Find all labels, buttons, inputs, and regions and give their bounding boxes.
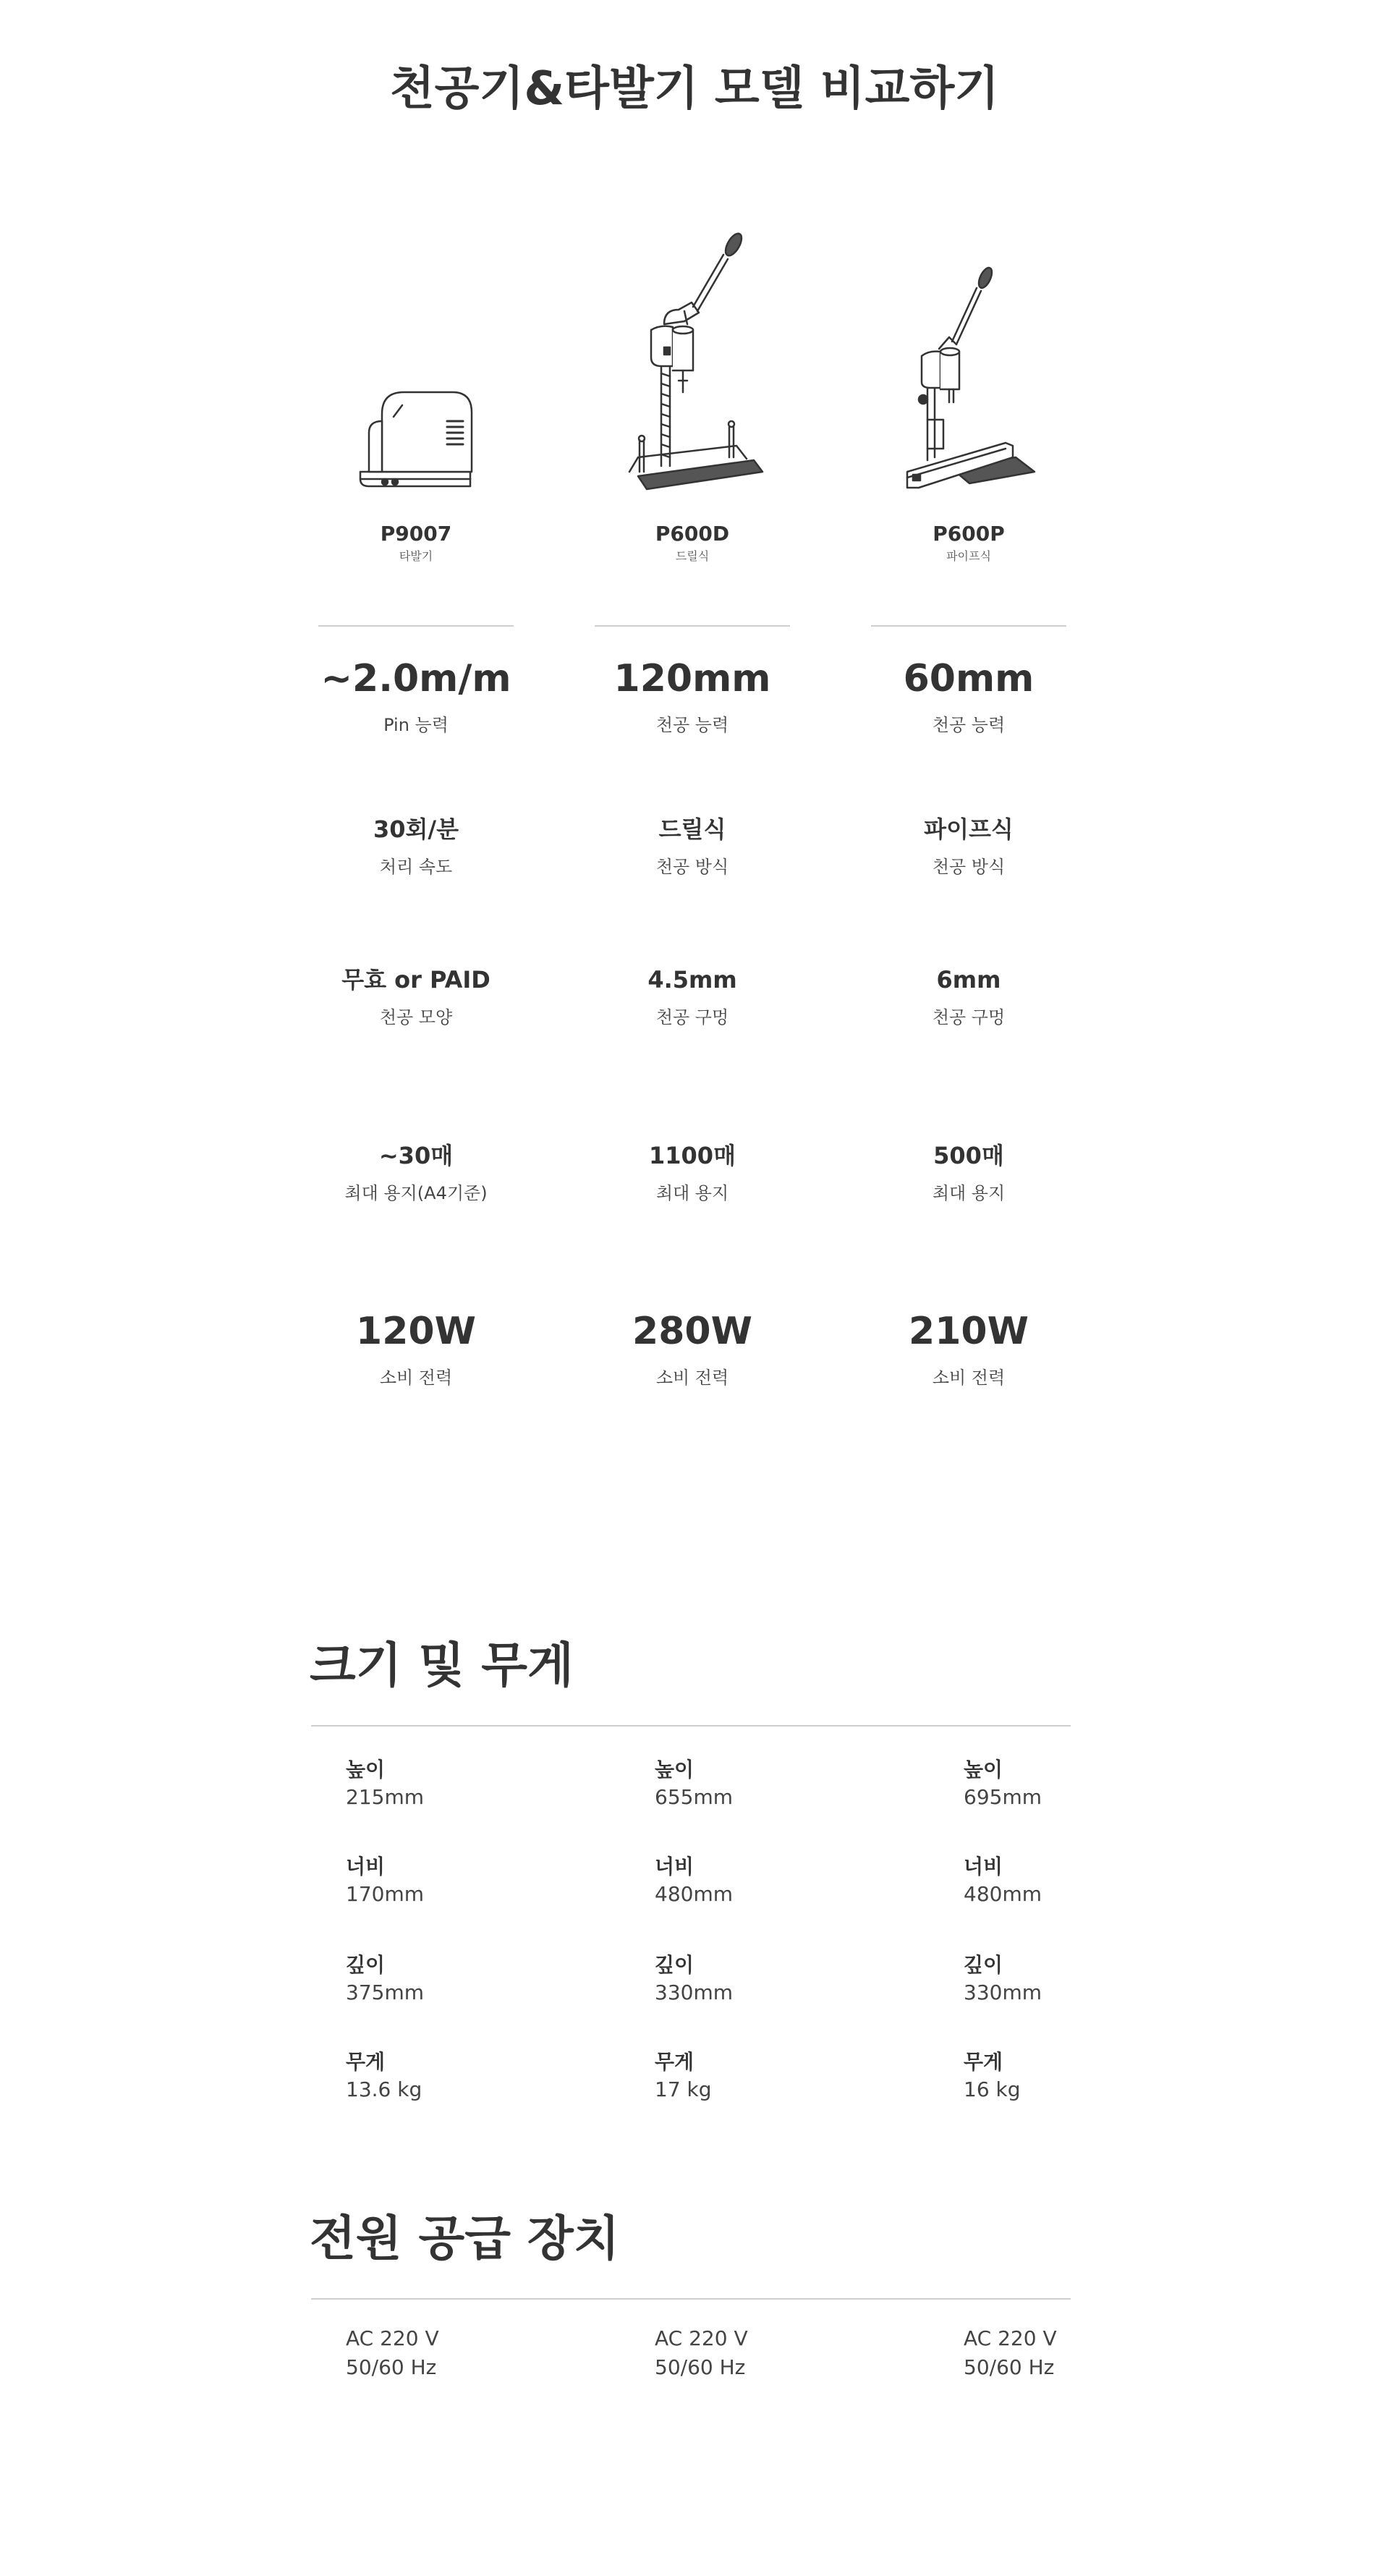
power-frequency: 50/60 Hz: [964, 2355, 1055, 2379]
spec-label-max-paper: 최대 용지(A4기준): [344, 1183, 488, 1203]
dim-height: [655, 1757, 872, 1812]
dim-label: 무게: [346, 2050, 386, 2074]
dim-width: [655, 1854, 872, 1909]
spec-value-hole: 4.5mm: [647, 966, 737, 993]
power-voltage: AC 220 V: [346, 2326, 439, 2350]
dim-label: 너비: [346, 1855, 386, 1878]
spec-value-max-paper: 500매: [933, 1142, 1004, 1169]
spec-label-max-paper: 최대 용지: [932, 1183, 1006, 1203]
model-name: P600P: [933, 522, 1005, 546]
dim-value: 330mm: [655, 1980, 733, 2004]
power-frequency: 50/60 Hz: [346, 2355, 437, 2379]
spec-label-shape: 천공 모양: [379, 1007, 453, 1028]
power-voltage: AC 220 V: [964, 2326, 1057, 2350]
section-title-power-supply: 전원 공급 장치: [310, 2211, 620, 2266]
model-type: 파이프식: [946, 549, 991, 563]
spec-value-pin: ~2.0m/m: [320, 657, 511, 700]
spec-label-power: 소비 전력: [932, 1368, 1006, 1388]
dim-value: 13.6 kg: [346, 2077, 422, 2101]
column-divider: [871, 625, 1066, 627]
dim-value: 375mm: [346, 1980, 424, 2004]
dim-value: 170mm: [346, 1882, 424, 1906]
dim-width: [964, 1854, 1181, 1909]
spec-label-method: 천공 방식: [655, 857, 729, 877]
dim-value: 16 kg: [964, 2077, 1021, 2101]
spec-label-max-paper: 최대 용지: [655, 1183, 729, 1203]
model-column-p9007: [318, 0, 514, 1447]
spec-value-speed: 30회/분: [373, 815, 459, 843]
pipe-punch-machine-icon: [871, 203, 1066, 507]
spec-label-hole: 천공 구멍: [932, 1007, 1006, 1028]
page-title: 천공기&타발기 모델 비교하기: [389, 62, 1000, 116]
dim-label: 무게: [655, 2050, 694, 2074]
spec-value-method: 파이프식: [924, 815, 1014, 843]
dim-label: 깊이: [964, 1953, 1003, 1977]
electric-punch-machine-icon: [318, 203, 514, 507]
spec-label-power: 소비 전력: [379, 1368, 453, 1388]
spec-value-power: 210W: [909, 1310, 1029, 1353]
dim-label: 깊이: [655, 1953, 694, 1977]
dim-label: 너비: [964, 1855, 1003, 1878]
spec-label-speed: 처리 속도: [379, 857, 453, 877]
power-spec: [346, 2324, 563, 2382]
dim-weight: [655, 2049, 872, 2104]
dim-label: 높이: [655, 1758, 694, 1781]
power-spec: [655, 2324, 872, 2382]
column-divider: [595, 625, 790, 627]
dim-height: [346, 1757, 563, 1812]
spec-value-shape: 무효 or PAID: [341, 966, 490, 993]
dim-depth: [964, 1952, 1181, 2007]
section-title-size-weight: 크기 및 무게: [310, 1637, 574, 1693]
dim-value: 480mm: [964, 1882, 1042, 1906]
dim-label: 깊이: [346, 1953, 386, 1977]
power-frequency: 50/60 Hz: [655, 2355, 746, 2379]
power-voltage: AC 220 V: [655, 2326, 748, 2350]
model-type: 타발기: [399, 549, 433, 563]
dim-value: 330mm: [964, 1980, 1042, 2004]
model-column-p600d: [595, 0, 790, 1447]
dim-height: [964, 1757, 1181, 1812]
dim-weight: [964, 2049, 1181, 2104]
column-divider: [318, 625, 514, 627]
dim-label: 너비: [655, 1855, 694, 1878]
spec-value-power: 120W: [356, 1310, 476, 1353]
spec-label-capacity: 천공 능력: [932, 715, 1006, 735]
dim-width: [346, 1854, 563, 1909]
spec-value-capacity: 60mm: [903, 657, 1035, 700]
model-name: P9007: [380, 522, 452, 546]
spec-label-hole: 천공 구멍: [655, 1007, 729, 1028]
dim-depth: [655, 1952, 872, 2007]
dim-value: 17 kg: [655, 2077, 712, 2101]
spec-label-method: 천공 방식: [932, 857, 1006, 877]
spec-value-hole: 6mm: [936, 966, 1001, 993]
dim-depth: [346, 1952, 563, 2007]
spec-value-max-paper: 1100매: [649, 1142, 736, 1169]
spec-value-max-paper: ~30매: [378, 1142, 454, 1169]
spec-value-power: 280W: [632, 1310, 752, 1353]
model-type: 드릴식: [675, 549, 710, 563]
dim-value: 480mm: [655, 1882, 733, 1906]
spec-label-power: 소비 전력: [655, 1368, 729, 1388]
spec-label-pin: Pin 능력: [383, 715, 449, 735]
dim-value: 695mm: [964, 1785, 1042, 1809]
model-name: P600D: [655, 522, 730, 546]
spec-label-capacity: 천공 능력: [655, 715, 729, 735]
section-divider: [311, 1725, 1071, 1726]
model-column-p600p: [871, 0, 1066, 1447]
dim-label: 무게: [964, 2050, 1003, 2074]
section-divider: [311, 2298, 1071, 2300]
spec-value-capacity: 120mm: [613, 657, 771, 700]
dim-label: 높이: [346, 1758, 386, 1781]
dim-weight: [346, 2049, 563, 2104]
dim-value: 655mm: [655, 1785, 733, 1809]
dim-value: 215mm: [346, 1785, 424, 1809]
drill-press-machine-icon: [595, 203, 790, 507]
dim-label: 높이: [964, 1758, 1003, 1781]
spec-value-method: 드릴식: [658, 815, 726, 843]
power-spec: [964, 2324, 1181, 2382]
